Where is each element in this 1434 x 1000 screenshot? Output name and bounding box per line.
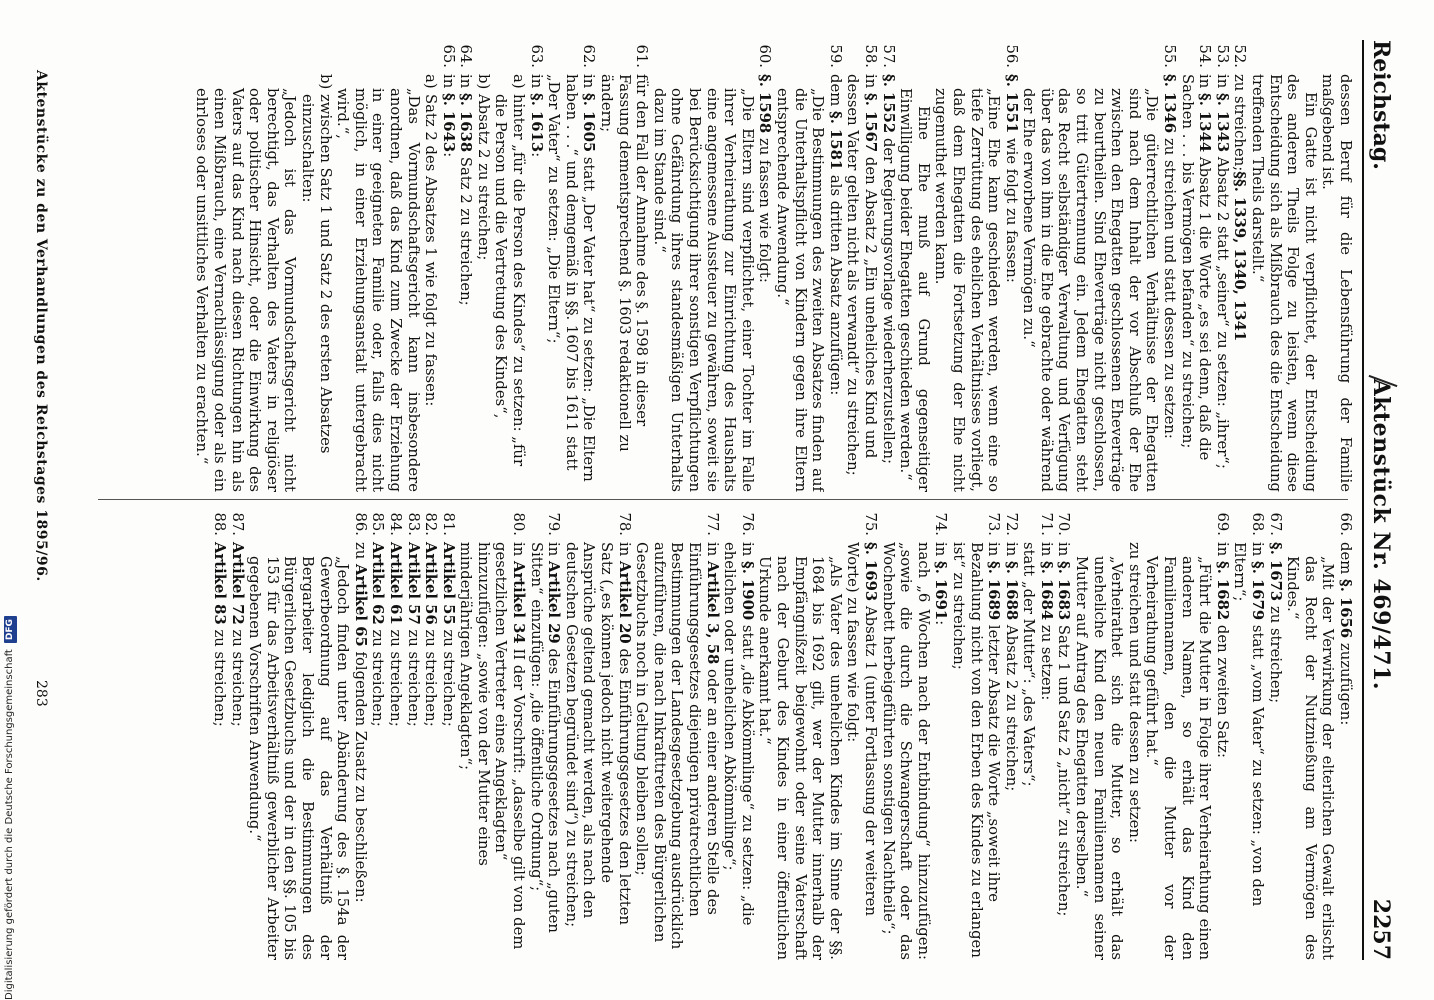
item-text [1213,542,1231,960]
item-reference: §. 1684 [1037,560,1055,621]
list-item [1037,512,1055,960]
sub-item [298,74,333,492]
item-rest-text: zu streichen und statt dessen zu setzen: [1161,133,1179,439]
list-item [527,44,545,492]
paragraph: nach „6 Wochen nach der Entbindung“ hinzuzufügen: „sowie die durch die Schwangerschaft oder das Wochenbett herbeigeführten sonstigen Nachtheile“; [879,542,932,960]
paragraph: statt „der Mutter“: „des Vaters“; [1020,542,1038,787]
list-item [369,512,387,960]
quoted-text: „Verheirathet sich die Mutter, so erhält das uneheliche Kind den neuen Familiennamen seiner Mutter auf Antrag des Ehegatten derselben.“ [1073,556,1126,960]
item-rest-text: zu streichen; [386,624,404,727]
item-reference: Artikel 20 [615,560,633,644]
list-item [1002,44,1020,492]
list-item [826,44,844,492]
item-reference: §. 1605 [580,92,598,153]
item-reference: Artikel 72 [228,542,246,625]
item-text [1178,74,1213,492]
item-number: 65. [439,44,457,68]
item-number: 78. [615,512,633,536]
quoted-text: „Die güterrechtlichen Verhältnisse der Ehegatten sind nach dem Inhalt der vor Abschluß der Ehe zwischen den Ehegatten geschlossenen Eheverträge zu beurtheilen. Sind Eheverträge nicht geschlossen, so tritt Gütertrennung ein. Jedem Ehegatten steht das Recht selbständiger Verwaltung und Verfügung über das von ihm in die Ehe gebrachte oder während der Ehe erworbene Vermögen zu.“ [1020,88,1161,492]
item-rest-text: zu streichen; [439,624,457,727]
item-number: 82. [422,512,440,536]
paragraph: dessen Beruf für die Lebensführung der Familie maßgebend ist. [1319,74,1354,492]
item-reference: Artikel 3, 58 [703,560,721,665]
item-text [369,542,387,960]
item-rest-text: statt „vom Vater“ zu setzen: „von den Eltern“; [1231,542,1267,907]
item-reference: Artikel 65 [351,564,369,647]
item-text [1231,542,1266,960]
item-lead-text: in [1213,74,1231,93]
item-reference: §. 1693 [861,542,879,602]
item-reference: §. 1567 [861,92,879,153]
item-reference: Artikel 55 [439,542,457,625]
item-rest-text: Absatz 2 zu streichen; [1002,620,1020,792]
item-lead-text: zu streichen; [1231,74,1249,172]
item-lead-text: in [932,542,950,561]
item-rest-text: zu streichen; [369,624,387,727]
item-reference: §. 1551 [1002,74,1020,134]
item-reference: Artikel 29 [545,560,563,644]
item-rest-text: : [439,152,457,158]
list-item [527,512,562,960]
item-lead-text: in [1055,542,1073,561]
item-text [386,542,404,960]
item-reference: §. 1552 [879,74,897,134]
item-number: 59. [826,44,844,68]
paragraph: Ein Gatte ist nicht verpflichtet, der Entscheidung des anderen Theils Folge zu leisten, wenn diese Entscheidung sich als Mißbrauch des die Entscheidung treffenden Theils darstellt.“ [1249,74,1319,492]
item-number: 83. [404,512,422,536]
list-item [457,512,527,960]
item-text [1213,74,1231,492]
item-rest-text: wie folgt zu fassen: [1002,133,1020,283]
item-text [439,542,457,960]
item-number: 63. [527,44,545,68]
list-item [1213,512,1231,960]
item-text [210,542,228,960]
item-text [351,542,369,960]
list-item [756,44,774,492]
item-reference: Artikel 57 [404,542,422,625]
item-text [422,542,440,960]
item-reference: §. 1581 [826,110,844,171]
list-item [932,512,950,960]
item-reference: §. 1343 [1213,92,1231,153]
item-text [1002,542,1020,960]
footer-source: Aktenstücke zu den Verhandlungen des Reichstages 1895/96. [33,70,49,582]
item-rest-text: zuzufügen: [1337,638,1354,726]
left-column [84,44,1354,492]
item-number: 71. [1037,512,1055,536]
list-item [1266,512,1284,960]
sub-item [492,74,527,492]
item-text [949,542,1002,960]
item-text [439,74,457,492]
right-column [84,512,1354,960]
item-lead-text: in [439,74,457,93]
list-item [1002,512,1020,960]
item-number: 53. [1213,44,1231,68]
item-reference: §. 1613 [527,92,545,153]
item-number: 68. [1249,512,1267,536]
item-lead-text: in [738,542,756,561]
item-lead-text: in [1213,542,1231,561]
dfg-logo: DFG [4,616,17,643]
item-number: 76. [738,512,756,536]
item-lead-text: für den Fall der Annahme des §. 1598 in dieser Fassung dementsprechend §. 1603 redaktionell zu ändern; [598,74,651,452]
item-lead-text: in [1249,542,1267,561]
item-text [527,542,562,960]
item-rest-text: statt „Der Vater hat“ zu setzen: „Die Eltern haben . . .“ und demgemäß in §§. 1607 bis 1611 statt „Der Vater“ zu setzen: „Die Eltern“; [545,74,598,482]
item-number: 64. [457,44,475,68]
quoted-text: „Als Vater des unehelichen Kindes im Sinne der §§. 1684 bis 1692 gilt, wer der Mutter innerhalb der Empfängnißzeit beigewohnt oder seine Vaterschaft nach der Geburt des Kindes in einer öffentlichen Urkunde anerkannt hat.“ [756,556,844,960]
sub-item-text: zwischen Satz 1 und Satz 2 des ersten Absatzes einzuschalten: [298,94,334,454]
item-rest-text: Satz 2 zu streichen; [457,152,475,306]
list-item [1055,512,1073,960]
item-reference: §. 1598 [756,74,774,134]
item-text [1002,74,1020,492]
item-reference: §. 1689 [985,560,1003,621]
item-reference: Artikel 56 [422,542,440,625]
item-reference: §. 1691 [932,560,950,621]
sub-item-label: a) [422,74,440,89]
item-rest-text: II der Vorschrift: „dasselbe gilt von dem gesetzlichen Vertreter eines Angeklagten“ hinzuzufügen: „sowie von der Mutter eines minderjährigen Angeklagten“; [457,542,528,950]
item-number: 81. [439,512,457,536]
list-item [949,512,1002,960]
footer-page-number: 283 [33,680,49,707]
item-lead-text: in [1002,542,1020,561]
quoted-text: Eine Ehe muß auf Grund gegenseitiger Einwilligung beider Ehegatten geschieden werden.“ [897,88,932,492]
item-rest-text: zu streichen; [422,624,440,727]
item-rest-text: des Einführungsgesetzes nach „guten Sitten“ einzufügen: „die öffentliche Ordnung“; [527,542,563,933]
header-left: Reichstag. [1368,40,1394,170]
list-item [228,512,246,960]
item-number: 57. [879,44,897,68]
item-number: 87. [228,512,246,536]
list-item [351,512,369,960]
list-item [1231,44,1249,492]
item-number: 52. [1231,44,1249,68]
sub-item-label: a) [510,74,528,89]
item-reference: §. 1683 [1055,560,1073,621]
item-number: 79. [545,512,563,536]
item-number: 62. [580,44,598,68]
item-reference: §§. 1339, 1340, 1341 [1231,171,1249,342]
list-item [404,512,422,960]
item-rest-text: Satz 1 und Satz 2 „nicht“ zu streichen; [1055,620,1073,917]
digitization-note [2,140,18,1000]
item-number: 73. [985,512,1003,536]
item-reference: Artikel 62 [369,542,387,625]
sub-item-text: hinter „für die Person des Kindes“ zu setzen: „für die Person und die Vertretung des Kindes“, [492,94,528,467]
item-rest-text: statt „die Abkömmlinge“ zu setzen: „die ehelichen oder unehelichen Abkömmlinge“; [721,542,756,926]
list-item [1336,512,1354,960]
item-lead-text: zu [351,542,369,565]
item-reference: §. 1346 [1161,74,1179,134]
item-text [1037,542,1055,960]
item-rest-text: der Regierungsvorlage wiederherzustellen; [879,133,897,465]
item-number: 55. [1161,44,1179,68]
item-text [545,74,598,492]
quoted-text: „Eine Ehe kann geschieden werden, wenn eine so tiefe Zerrüttung des ehelichen Verhältnisses vorliegt, daß dem Ehegatten die Fortsetzung der Ehe nicht zugemuthet werden kann. [932,88,1003,492]
item-reference: §. 1688 [1002,560,1020,621]
list-item [562,512,632,960]
list-item [721,512,756,960]
sub-item-text: Absatz 2 zu streichen; [474,94,492,261]
item-rest-text: als dritten Absatz anzufügen: [826,170,844,396]
item-rest-text: zu fassen wie folgt: [756,133,774,283]
item-lead-text: in [1037,542,1055,561]
item-rest-text: den zweiten Satz: [1213,620,1231,758]
item-lead-text: dem [1337,542,1354,579]
item-rest-text: den Absatz 2 „Ein uneheliches Kind und dessen Vater gelten nicht als verwandt“ zu streichen; [844,74,879,476]
item-number: 58. [861,44,879,68]
item-lead-text: in [580,74,598,93]
item-text [1336,542,1354,960]
item-reference: §. 1900 [738,560,756,621]
item-text [1055,542,1073,960]
item-number: 88. [211,512,228,536]
item-text [562,542,632,960]
header-page-number: 2257 [1368,898,1394,960]
item-text [1160,74,1178,492]
item-number: 77. [703,512,721,536]
paragraph: zu streichen und statt dessen zu setzen: [1125,542,1143,843]
quoted-text: „Jedoch ist das Vormundschaftsgericht nicht berechtigt, das Verhalten des Vaters in religiöser oder politischer Hinsicht, oder die Einwirkung des Vaters auf das Kind nach diesen Richtungen hin als einen Mißbrauch, eine Vernachlässigung oder als ein ehrloses oder unsittliches Verhalten zu erachten.“ [193,88,299,492]
list-item [1213,44,1231,492]
item-text [844,542,879,960]
item-text [457,74,475,492]
item-reference: §. 1643 [439,92,457,153]
item-rest-text: zu streichen; [1266,601,1284,704]
item-lead-text: in [510,542,528,561]
item-rest-text: zu streichen; [228,624,246,727]
list-item [210,512,228,960]
item-reference: Artikel 34 [510,560,528,644]
item-reference: §. 1682 [1213,560,1231,621]
item-text [844,74,879,492]
list-item [439,512,457,960]
quoted-text: „Die Bestimmungen des zweiten Absatzes finden auf die Unterhaltspflicht von Kindern gegen ihre Eltern entsprechende Anwendung.“ [774,88,827,492]
sub-item-text: Satz 2 des Absatzes 1 wie folgt zu fassen: [422,94,440,407]
item-rest-text: Absatz 1 (unter Fortlassung der weiteren Worte) zu fassen wie folgt: [844,542,879,916]
item-text [527,74,545,492]
item-text [633,542,721,960]
quoted-text: „Das Vormundschaftsgericht kann insbesondere anordnen, daß das Kind zum Zwecke der Erziehung in einer geeigneten Familie oder, falls dies nicht möglich, in einer Erziehungsanstalt untergebracht wird.“, [334,88,422,492]
item-rest-text: letzter Absatz die Worte „soweit ihre Bezahlung nicht von den Erben des Kindes zu erlangen ist“ zu streichen; [949,542,1003,958]
column-divider [98,499,1348,500]
item-reference: §. 1344 [1196,92,1214,153]
list-item [1160,44,1178,492]
sub-item [422,74,440,492]
item-number: 61. [633,44,651,68]
list-item [844,44,879,492]
item-text [879,74,897,492]
list-item [597,44,650,492]
list-item [545,44,598,492]
item-reference: §. 1638 [457,92,475,153]
item-number: 54. [1196,44,1214,68]
item-text [932,542,950,960]
item-number: 60. [756,44,774,68]
item-number: 84. [386,512,404,536]
item-reference: Artikel 61 [386,542,404,625]
digitization-text: Digitalisierung gefördert durch die Deutsche Forschungsgemeinschaft [4,649,15,1000]
list-item [1231,512,1266,960]
item-number: 70. [1055,512,1073,536]
item-rest-text: : [527,152,545,158]
item-lead-text: in [545,542,563,561]
item-text [228,542,246,960]
item-rest-text: zu streichen; [211,624,228,727]
list-item [844,512,879,960]
item-number: 85. [369,512,387,536]
item-number: 75. [861,512,879,536]
item-number: 74. [932,512,950,536]
item-reference: §. 1656 [1337,578,1354,639]
list-item [1178,44,1213,492]
item-lead-text: in [985,542,1003,561]
page-header [1362,40,1398,960]
quoted-text: „Führt die Mutter in Folge ihrer Verheirathung einen anderen Namen, so erhält das Kind den Familiennamen, den die Mutter vor der Verheirathung geführt hat.“ [1143,556,1214,960]
item-reference: Artikel 83 [211,542,228,625]
item-lead-text: in [615,542,633,561]
item-rest-text: folgenden Zusatz zu beschließen: [351,646,369,903]
item-rest-text: zu setzen: [1037,620,1055,701]
item-rest-text: : [932,620,950,626]
sub-item-label: b) [474,74,492,90]
item-lead-text: in [457,74,475,93]
item-text [1266,542,1284,960]
item-text [826,74,844,492]
item-lead-text: dem [826,74,844,111]
quoted-text: „Mit der Verwirkung der elterlichen Gewalt erlischt das Recht der Nutznießung am Vermögen des Kindes.“ [1284,556,1337,960]
item-text [1231,74,1249,492]
item-number: 69. [1213,512,1231,536]
item-rest-text: Absatz 1 die Worte „es sei denn, daß die Sachen . . . bis Vermögen befanden“ zu streichen; [1178,74,1214,461]
list-item [457,44,475,492]
list-item [879,44,897,492]
item-lead-text: in [861,74,879,93]
item-text [404,542,422,960]
sub-item-label: b) [316,74,334,90]
item-lead-text: in [703,542,721,561]
item-text [756,74,774,492]
item-text [457,542,527,960]
item-number: 86. [351,512,369,536]
item-rest-text: oder an einer anderen Stelle des Einführungsgesetzes diejenigen privatrechtlichen Bestimmungen der Landesgesetzgebung ausdrücklich aufzuführen, die nach Inkrafttreten des Bürgerlichen Gesetzbuchs noch in Geltung bleiben sollen; [633,542,721,950]
item-number: 66. [1337,512,1354,536]
quoted-text: „Jedoch finden unter Abänderung des §. 154a der Gewerbeordnung auf das Verhältniß der Bergarbeiter lediglich die Bestimmungen des Bürgerlichen Gesetzbuchs und der in den §§. 105 bis 153 für das Arbeitsverhältniß gewerblicher Arbeiter gegebenen Vorschriften Anwendung.“ [246,556,352,960]
list-item [386,512,404,960]
item-number: 67. [1266,512,1284,536]
item-number: 56. [1002,44,1020,68]
item-number: 80. [510,512,528,536]
item-rest-text: Absatz 2 statt „seiner“ zu setzen: „ihrer“; [1213,152,1231,469]
list-item [439,44,457,492]
list-item [633,512,721,960]
sub-item [474,74,492,492]
item-rest-text: zu streichen; [404,624,422,727]
header-document-number: Aktenstück Nr. 469/471. [1368,378,1394,690]
item-text [721,542,756,960]
list-item [422,512,440,960]
item-rest-text: des Einführungsgesetzes den letzten Satz („es können jedoch nicht weitergehende Ansprüche geltend gemacht werden, als nach den deutschen Gesetzen begründet sind“) zu streichen; [562,542,633,928]
quoted-text: „Die Eltern sind verpflichtet, einer Tochter im Falle ihrer Verheirathung zur Einrichtung des Haushalts eine angemessene Aussteuer zu gewähren, soweit sie bei Berücksichtigung ihrer sonstigen Verpflichtungen ohne Gefährdung ihres standesmäßigen Unterhalts dazu im Stande sind.“ [650,88,756,492]
item-lead-text: in [527,74,545,93]
item-reference: §. 1673 [1266,542,1284,602]
item-reference: §. 1679 [1249,560,1267,621]
item-number: 72. [1002,512,1020,536]
item-text [597,74,650,492]
item-lead-text: in [1196,74,1214,93]
